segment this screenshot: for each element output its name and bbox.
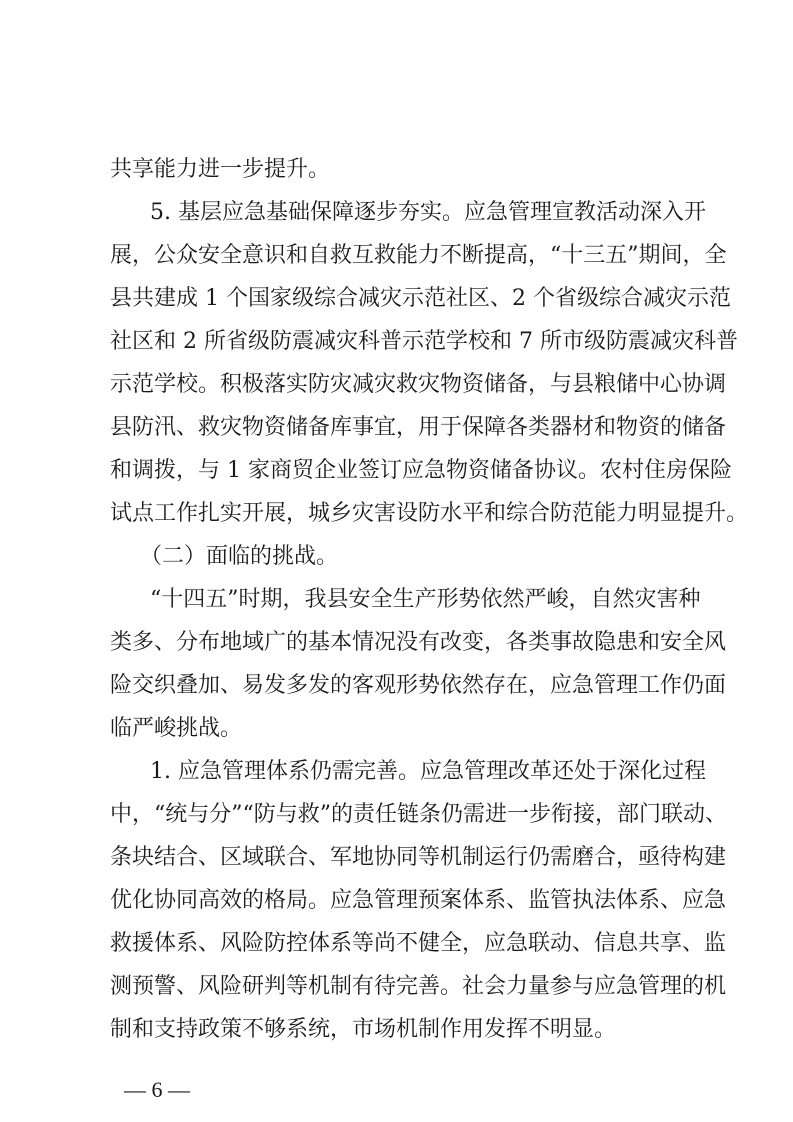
text-line: 社区和 2 所省级防震减灾科普示范学校和 7 所市级防震减灾科普 bbox=[110, 329, 738, 354]
page-number: — 6 — bbox=[124, 1077, 190, 1102]
text-line: 条块结合、区域联合、军地协同等机制运行仍需磨合，亟待构建 bbox=[110, 845, 727, 870]
text-line: 示范学校。积极落实防灾减灾救灾物资储备，与县粮储中心协调 bbox=[110, 372, 727, 397]
text-line: 5. 基层应急基础保障逐步夯实。应急管理宣教活动深入开 bbox=[150, 200, 706, 225]
text-line: 测预警、风险研判等机制有待完善。社会力量参与应急管理的机 bbox=[110, 974, 727, 999]
text-line: 试点工作扎实开展，城乡灾害设防水平和综合防范能力明显提升。 bbox=[110, 501, 749, 526]
text-line: 共享能力进一步提升。 bbox=[110, 157, 331, 182]
text-line: 县防汛、救灾物资储备库事宜，用于保障各类器材和物资的储备 bbox=[110, 415, 727, 440]
text-line: 制和支持政策不够系统，市场机制作用发挥不明显。 bbox=[110, 1017, 617, 1042]
text-line: “十四五”时期，我县安全生产形势依然严峻，自然灾害种 bbox=[150, 587, 701, 612]
text-line: 展，公众安全意识和自救互救能力不断提高，“十三五”期间，全 bbox=[110, 243, 727, 268]
text-line: 县共建成 1 个国家级综合减灾示范社区、2 个省级综合减灾示范 bbox=[110, 286, 731, 311]
text-line: 1. 应急管理体系仍需完善。应急管理改革还处于深化过程 bbox=[150, 759, 706, 784]
text-line: 中，“统与分”“防与救”的责任链条仍需进一步衔接，部门联动、 bbox=[110, 802, 727, 827]
text-line: 临严峻挑战。 bbox=[110, 716, 243, 741]
text-line: 险交织叠加、易发多发的客观形势依然存在，应急管理工作仍面 bbox=[110, 673, 727, 698]
text-line: 优化协同高效的格局。应急管理预案体系、监管执法体系、应急 bbox=[110, 888, 727, 913]
section-heading: （二）面临的挑战。 bbox=[140, 544, 339, 569]
text-line: 类多、分布地域广的基本情况没有改变，各类事故隐患和安全风 bbox=[110, 630, 727, 655]
text-line: 救援体系、风险防控体系等尚不健全，应急联动、信息共享、监 bbox=[110, 931, 727, 956]
text-line: 和调拨，与 1 家商贸企业签订应急物资储备协议。农村住房保险 bbox=[110, 458, 732, 483]
